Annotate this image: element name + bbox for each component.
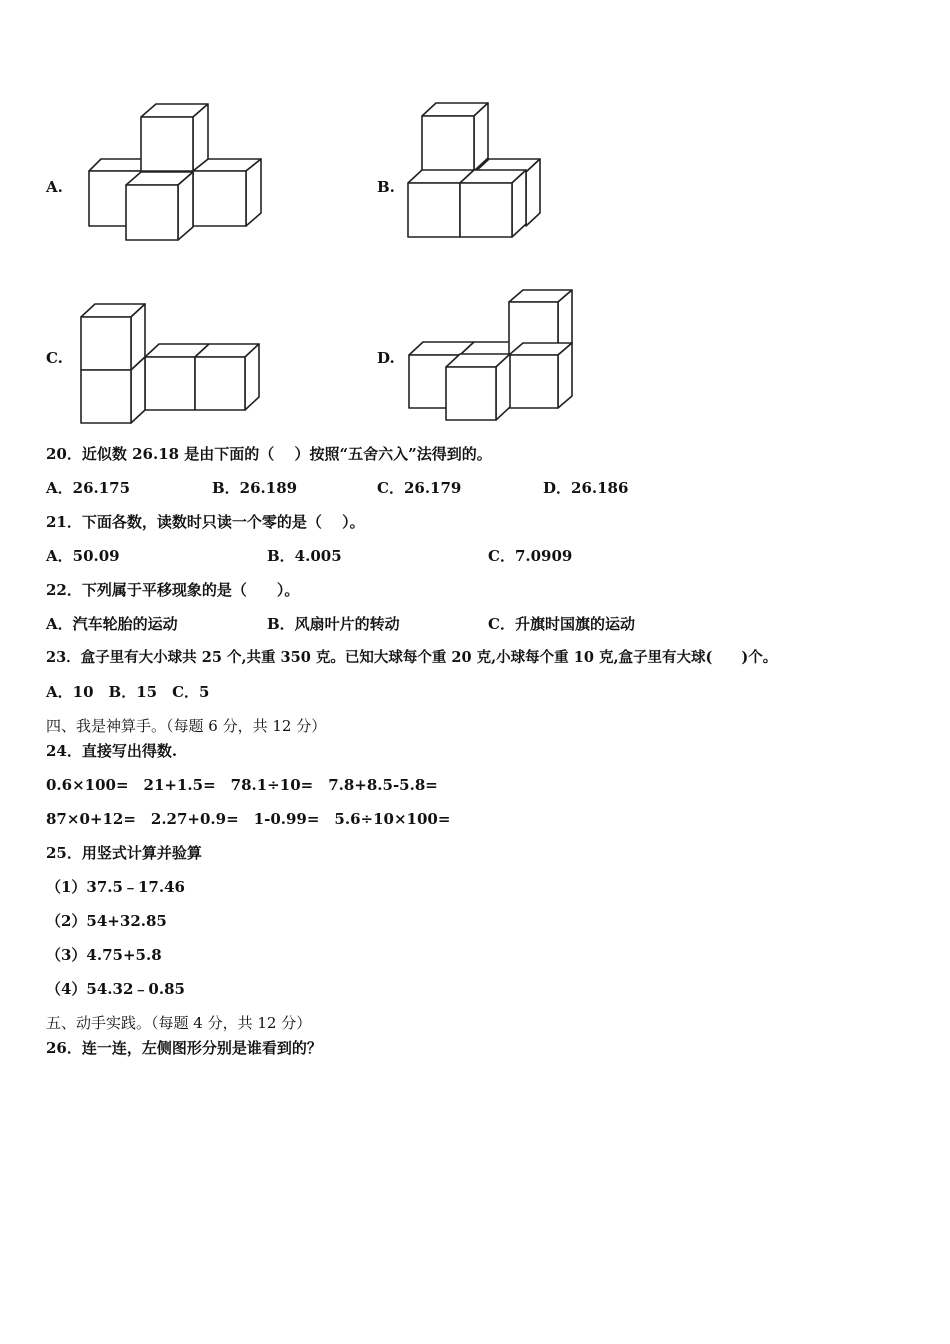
cube [446, 354, 510, 420]
q21-option-a: A．50.09 [46, 547, 120, 565]
q23-options: A．10 B．15 C．5 [46, 683, 210, 701]
q20-option-b: B．26.189 [212, 479, 298, 497]
q22-option-a: A．汽车轮胎的运动 [46, 615, 178, 633]
question-25-stem: 25．用竖式计算并验算 [46, 844, 202, 862]
q24-row-1: 0.6×100= 21+1.5= 78.1÷10= 7.8+8.5-5.8= [46, 776, 438, 794]
q22-option-b: B．风扇叶片的转动 [267, 615, 400, 633]
section-4-title: 四、我是神算手。（每题 6 分，共 12 分） [46, 717, 327, 735]
cube [509, 343, 572, 408]
question-22-stem: 22．下列属于平移现象的是（ ）。 [46, 581, 300, 599]
section-5-title: 五、动手实践。（每题 4 分，共 12 分） [46, 1014, 312, 1032]
question-21-stem: 21．下面各数，读数时只读一个零的是（ ）。 [46, 513, 365, 531]
option-d-label: D. [377, 349, 395, 367]
q25-item-2: （2）54+32.85 [46, 912, 167, 930]
q20-option-d: D．26.186 [543, 479, 629, 497]
question-20-stem: 20．近似数 26.18 是由下面的（ ）按照“五舍六入”法得到的。 [46, 445, 492, 463]
question-24-stem: 24．直接写出得数. [46, 742, 178, 760]
q25-item-1: （1）37.5﹣17.46 [46, 878, 185, 896]
q21-option-b: B．4.005 [267, 547, 342, 565]
q22-option-c: C．升旗时国旗的运动 [488, 615, 635, 633]
q25-item-3: （3）4.75+5.8 [46, 946, 162, 964]
q20-option-a: A．26.175 [46, 479, 131, 497]
q21-option-c: C．7.0909 [488, 547, 573, 565]
option-b-label: B. [377, 178, 395, 196]
option-c-label: C. [46, 349, 63, 367]
q20-option-c: C．26.179 [377, 479, 462, 497]
question-26-stem: 26．连一连，左侧图形分别是谁看到的？ [46, 1039, 322, 1057]
option-a-label: A. [46, 178, 63, 196]
q25-item-4: （4）54.32﹣0.85 [46, 980, 185, 998]
question-23-stem: 23．盒子里有大小球共 25 个,共重 350 克。已知大球每个重 20 克,小球每个重 10 克,盒子里有大球( )个。 [46, 649, 778, 666]
q24-row-2: 87×0+12= 2.27+0.9= 1-0.99= 5.6÷10×100= [46, 810, 451, 828]
